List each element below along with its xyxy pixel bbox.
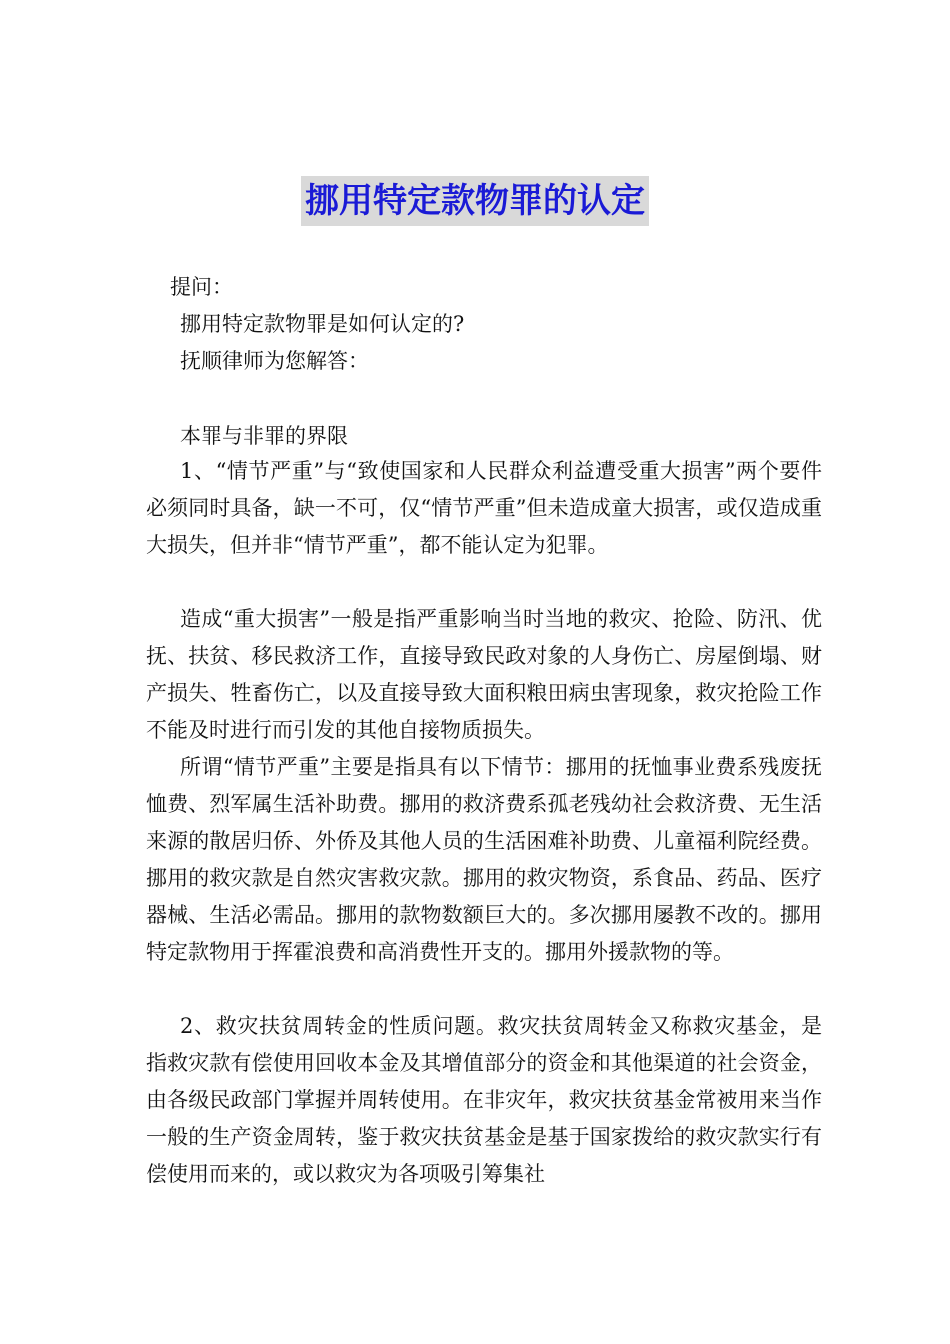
question-label: 提问： — [170, 275, 233, 299]
paragraph-4: 2、救灾扶贫周转金的性质问题。救灾扶贫周转金又称救灾基金，是指救灾款有偿使用回收本金及其增值部分的资金和其他渠道的社会资金，由各级民政部门掌握并周转使用。在非灾年，救灾扶贫基金常被用来当作一般的生产资金周转，鉴于救灾扶贫基金是基于国家拨给的救灾款实行有偿使用而来的，或以救灾为各项吸引筹集社 — [146, 1014, 822, 1186]
paragraph-2: 造成“重大损害”一般是指严重影响当时当地的救灾、抢险、防汛、优抚、扶贫、移民救济工作，直接导致民政对象的人身伤亡、房屋倒塌、财产损失、牲畜伤亡，以及直接导致大面积粮田病虫害现象，救灾抢险工作不能及时进行而引发的其他自接物质损失。 — [146, 607, 822, 742]
section-heading: 本罪与非罪的界限 — [180, 424, 348, 448]
paragraph-3: 所谓“情节严重”主要是指具有以下情节：挪用的抚恤事业费系残废抚恤费、烈军属生活补助费。挪用的救济费系孤老残幼社会救济费、无生活来源的散居归侨、外侨及其他人员的生活困难补助费、儿童福利院经费。挪用的救灾款是自然灾害救灾款。挪用的救灾物资，系食品、药品、医疗器械、生活必需品。挪用的款物数额巨大的。多次挪用屡教不改的。挪用特定款物用于挥霍浪费和高消费性开支的。挪用外援款物的等。 — [146, 755, 822, 964]
document-title: 挪用特定款物罪的认定 — [301, 176, 649, 226]
paragraph-1: 1、“情节严重”与“致使国家和人民群众利益遭受重大损害”两个要件必须同时具备，缺一不可，仅“情节严重”但未造成童大损害，或仅造成重大损失，但并非“情节严重”，都不能认定为犯罪。 — [146, 459, 822, 557]
question-text: 挪用特定款物罪是如何认定的? — [180, 312, 465, 336]
answer-intro: 抚顺律师为您解答： — [180, 349, 369, 373]
document-title-block — [0, 176, 950, 226]
